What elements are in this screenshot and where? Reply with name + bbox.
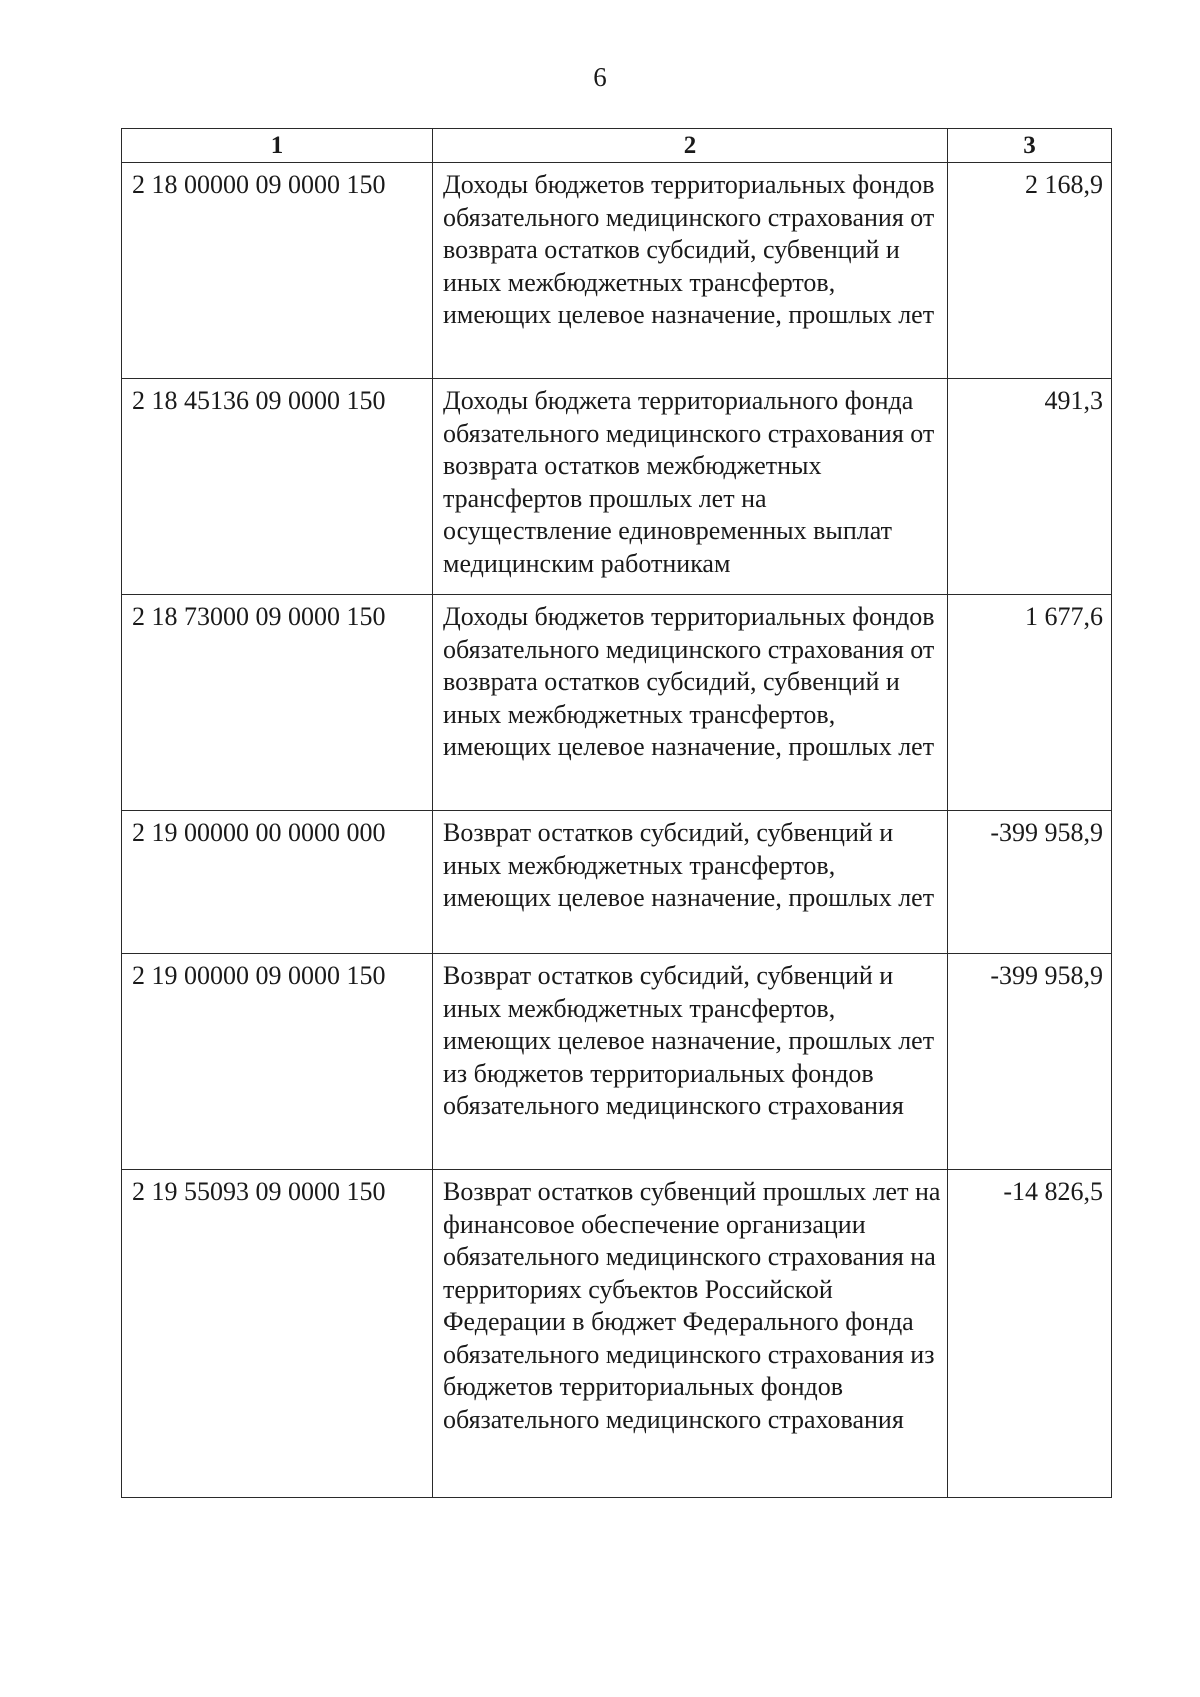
table-body (122, 163, 1112, 1498)
amount-cell: -14 826,5 (948, 1170, 1112, 1498)
budget-code-cell: 2 19 00000 00 0000 000 (122, 811, 433, 954)
amount-cell: 1 677,6 (948, 595, 1112, 811)
amount-cell: -399 958,9 (948, 811, 1112, 954)
header-col-2: 2 (433, 129, 948, 163)
description-cell: Возврат остатков субсидий, субвенций и иных межбюджетных трансфертов, имеющих целевое назначение, прошлых лет из бюджетов территориальных фондов обязательного медицинского страхования (433, 954, 948, 1170)
description-cell: Доходы бюджетов территориальных фондов обязательного медицинского страхования от возврата остатков субсидий, субвенций и иных межбюджетных трансфертов, имеющих целевое назначение, прошлых лет (433, 163, 948, 379)
budget-table (121, 128, 1112, 1498)
budget-code-cell: 2 19 00000 09 0000 150 (122, 954, 433, 1170)
table-header (122, 129, 1112, 163)
budget-code-cell: 2 18 00000 09 0000 150 (122, 163, 433, 379)
amount-cell: 2 168,9 (948, 163, 1112, 379)
budget-code-cell: 2 19 55093 09 0000 150 (122, 1170, 433, 1498)
description-cell: Доходы бюджета территориального фонда обязательного медицинского страхования от возврата остатков межбюджетных трансфертов прошлых лет на осуществление единовременных выплат медицинским работникам (433, 379, 948, 595)
table-row (122, 595, 1112, 811)
budget-code-cell: 2 18 45136 09 0000 150 (122, 379, 433, 595)
table-row (122, 1170, 1112, 1498)
table-row (122, 811, 1112, 954)
description-cell: Возврат остатков субсидий, субвенций и иных межбюджетных трансфертов, имеющих целевое назначение, прошлых лет (433, 811, 948, 954)
header-row (122, 129, 1112, 163)
description-cell: Доходы бюджетов территориальных фондов обязательного медицинского страхования от возврата остатков субсидий, субвенций и иных межбюджетных трансфертов, имеющих целевое назначение, прошлых лет (433, 595, 948, 811)
table-row (122, 379, 1112, 595)
description-cell: Возврат остатков субвенций прошлых лет на финансовое обеспечение организации обязательного медицинского страхования на территориях субъектов Российской Федерации в бюджет Федерального фонда обязательного медицинского страхования из бюджетов территориальных фондов обязательного медицинского страхования (433, 1170, 948, 1498)
header-col-3: 3 (948, 129, 1112, 163)
page-number: 6 (593, 62, 607, 92)
amount-cell: 491,3 (948, 379, 1112, 595)
budget-code-cell: 2 18 73000 09 0000 150 (122, 595, 433, 811)
table-row (122, 163, 1112, 379)
header-col-1: 1 (122, 129, 433, 163)
table-row (122, 954, 1112, 1170)
amount-cell: -399 958,9 (948, 954, 1112, 1170)
